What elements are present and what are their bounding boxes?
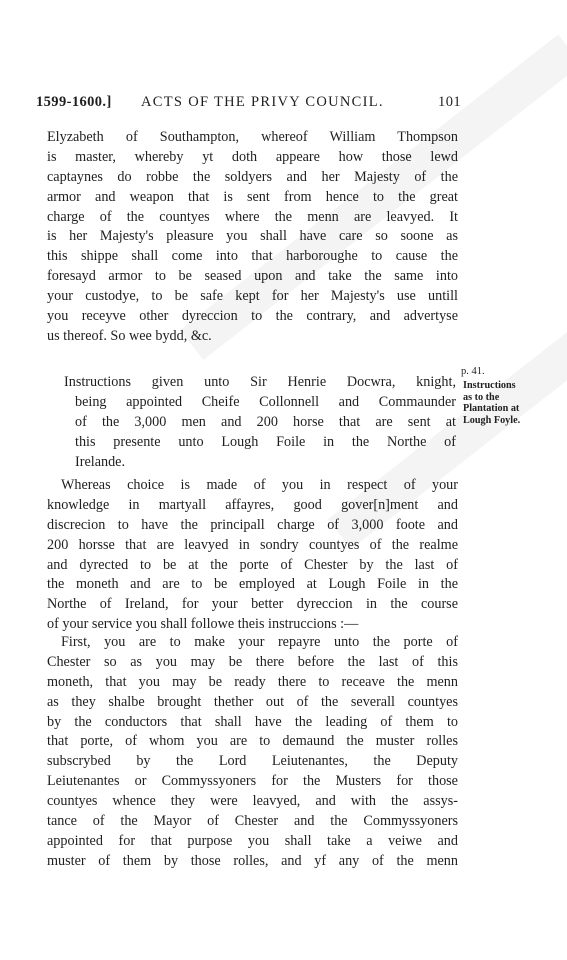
text-line: this presente unto Lough Foile in the Northe of <box>75 433 456 450</box>
text-line: is her Majesty's pleasure you shall have care so soone as <box>47 228 458 245</box>
margin-note-line: as to the <box>463 391 500 403</box>
margin-note <box>463 380 559 426</box>
text-line: of your service you shall followe theis instruccions :— <box>47 616 359 633</box>
text-line: us thereof. So wee bydd, &c. <box>47 327 212 344</box>
text-line: Northe of Ireland, for your better dyreccion in the course <box>47 596 458 613</box>
paragraph-first <box>47 633 458 872</box>
paragraph-whereas <box>47 476 458 635</box>
margin-page-reference: p. 41. <box>461 366 485 377</box>
header-title: ACTS OF THE PRIVY COUNCIL. <box>141 94 384 110</box>
margin-note-line: Lough Foyle. <box>463 414 521 426</box>
header-years: 1599-1600.] <box>36 94 112 110</box>
text-line: muster of them by those rolles, and yf any of the menn <box>47 852 458 869</box>
text-line: being appointed Cheife Collonnell and Commaunder <box>75 393 456 410</box>
text-line: is master, whereby yt doth appeare how those lewd <box>47 148 458 165</box>
text-line: captaynes do robbe the soldyers and her Majesty of the <box>47 168 458 185</box>
text-line: this shippe shall come into that harboroughe to cause the <box>47 248 458 265</box>
text-line: foresayd armor to be seased upon and take the same into <box>47 268 458 285</box>
text-line: subscrybed by the Lord Leiutenantes, the Deputy <box>47 753 458 770</box>
text-line: Irelande. <box>75 453 126 470</box>
running-header <box>36 94 461 114</box>
text-line: by the conductors that shall have the leading of them to <box>47 713 458 730</box>
text-line: discrecion to have the principall charge of 3,000 foote and <box>47 516 458 533</box>
text-line: and dyrected to be at the porte of Chester by the last of <box>47 556 458 573</box>
text-line: tance of the Mayor of Chester and the Commyssyoners <box>47 813 458 830</box>
text-line: that porte, of whom you are to demaund the muster rolles <box>47 733 458 750</box>
text-line: moneth, that you may be ready there to receave the menn <box>47 673 458 690</box>
page-number: 101 <box>438 94 461 110</box>
text-line: the moneth and are to be employed at Lough Foile in the <box>47 576 458 593</box>
text-line: armor and weapon that is sent from hence to the great <box>47 188 458 205</box>
text-line: charge of the countyes where the menn are leavyed. It <box>47 208 458 225</box>
text-line: of the 3,000 men and 200 horse that are sent at <box>75 413 456 430</box>
text-line: 200 horsse that are leavyed in sondry countyes of the realme <box>47 536 458 553</box>
text-line: knowledge in martyall affayres, good gover[n]ment and <box>47 496 458 513</box>
text-line: Leiutenantes or Commyssyoners for the Musters for those <box>47 773 458 790</box>
text-line: Whereas choice is made of you in respect of your <box>61 477 458 493</box>
text-line: appointed for that purpose you shall take a veiwe and <box>47 832 458 849</box>
text-line: Instructions given unto Sir Henrie Docwra, knight, <box>64 374 456 390</box>
text-line: countyes whence they were leavyed, and with the assys- <box>47 793 458 810</box>
margin-note-line: Instructions <box>463 380 516 391</box>
margin-note-line: Plantation at <box>463 403 520 415</box>
text-line: First, you are to make your repayre unto the porte of <box>61 634 458 650</box>
text-line: your custodye, to be safe kept for her Majesty's use untill <box>47 288 458 305</box>
text-line: as they shalbe brought thether out of the severall countyes <box>47 693 458 710</box>
instructions-heading <box>64 373 456 472</box>
text-line: Chester so as you may be there before the last of this <box>47 653 458 670</box>
text-line: you receyve other dyreccion to the contrary, and advertyse <box>47 308 458 325</box>
text-line: Elyzabeth of Southampton, whereof William Thompson <box>47 129 458 145</box>
paragraph-letter-end <box>47 128 458 347</box>
